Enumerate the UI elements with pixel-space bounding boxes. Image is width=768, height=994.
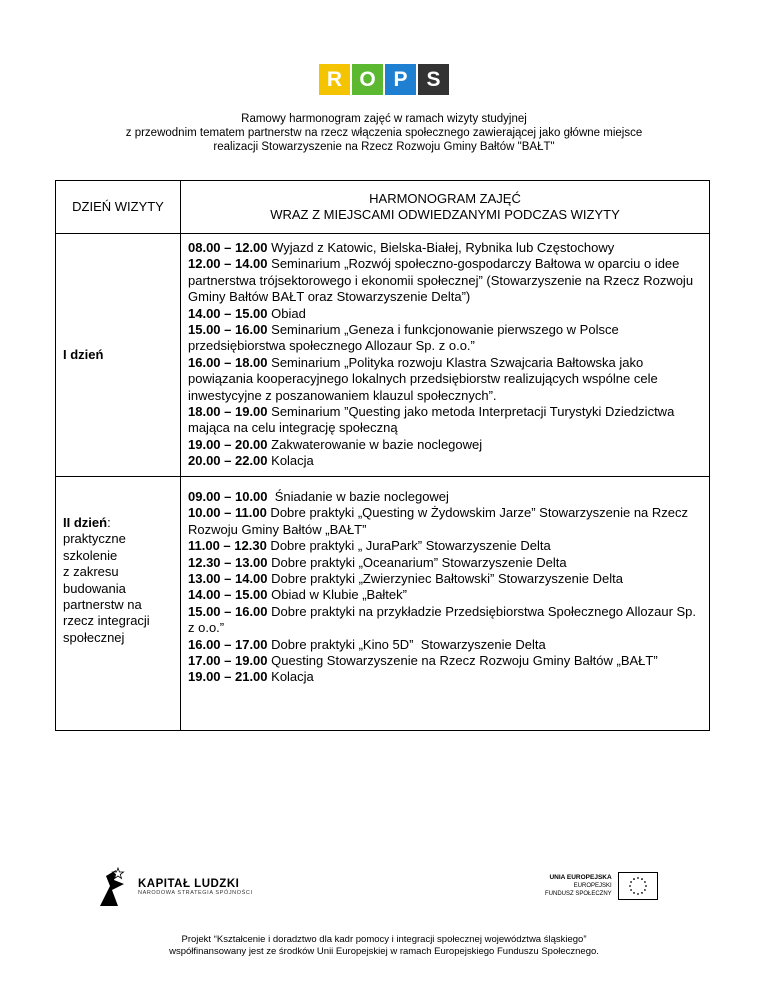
day1-item: [188, 437, 701, 453]
day1-item-time: 19.00 – 20.00: [188, 436, 268, 452]
day1-item-text: Seminarium ”Questing jako metoda Interpretacji Turystyki Dziedzictwa mająca na celu integrację społeczną: [188, 404, 678, 436]
day1-item-time: 20.00 – 22.00: [188, 453, 268, 469]
day2-item-text: Dobre praktyki „ JuraPark” Stowarzyszenie Delta: [266, 538, 551, 554]
day1-item: [188, 240, 701, 256]
kapital-ludzki-icon: [98, 866, 128, 908]
day2-item-text: Dobre praktyki „Questing w Żydowskim Jarze” Stowarzyszenie na Rzecz Rozwoju Gminy Bałtów „BAŁT”: [188, 505, 692, 537]
intro-line-3: realizacji Stowarzyszenie na Rzecz Rozwoju Gminy Bałtów "BAŁT": [213, 141, 555, 153]
eu-star: [633, 892, 635, 894]
day1-item-text: Kolacja: [267, 453, 314, 469]
ue-text: [545, 874, 612, 898]
eu-star: [629, 885, 631, 887]
day2-item: [188, 669, 701, 685]
day1-item-text: Wyjazd z Katowic, Bielska-Białej, Rybnika lub Częstochowy: [267, 240, 615, 255]
eu-star: [637, 893, 639, 895]
ue-line-2: EUROPEJSKI: [573, 883, 612, 889]
day1-item-time: 14.00 – 15.00: [188, 305, 268, 321]
day1-item-time: 08.00 – 12.00: [188, 240, 268, 255]
header-schedule-line-2: WRAZ Z MIEJSCAMI ODWIEDZANYMI PODCZAS WIZYTY: [270, 207, 620, 222]
day2-item-text: Kolacja: [267, 669, 314, 685]
day2-item-text: Dobre praktyki na przykładzie Przedsiębiorstwa Społecznego Allozaur Sp. z o.o.”: [188, 603, 700, 636]
footer-line-1: Projekt “Kształcenie i doradztwo dla kadr pomocy i integracji społecznej województwa śląskiego”: [181, 934, 587, 945]
day2-description-line: budowania: [63, 580, 126, 596]
day1-item-text: Seminarium „Polityka rozwoju Klastra Szwajcaria Bałtowska jako powiązania kooperacyjnego lokalnych przedsiębiorstw realizujących wspólne cele inwestycyjne z poszanowaniem klauzul społecznych”.: [188, 354, 662, 403]
header-day: DZIEŃ WIZYTY: [56, 181, 181, 234]
ue-line-1: UNIA EUROPEJSKA: [549, 874, 612, 881]
day1-item: [188, 306, 701, 322]
intro-line-2: z przewodnim tematem partnerstw na rzecz włączenia społecznego zawierającej jako główne miejsce: [125, 127, 643, 139]
day2-item-time: 09.00 – 10.00: [188, 489, 268, 504]
day1-item: [188, 256, 701, 305]
footer: [60, 934, 708, 958]
day2-item-time: 12.30 – 13.00: [188, 554, 268, 570]
day2-row: [56, 477, 710, 731]
day2-description-line: szkolenie: [63, 547, 118, 563]
eu-flag-icon: [618, 872, 658, 900]
kapital-ludzki-subtitle: NARODOWA STRATEGIA SPÓJNOŚCI: [138, 890, 253, 896]
day2-item-text: Dobre praktyki „Zwierzyniec Bałtowski” Stowarzyszenie Delta: [267, 571, 623, 587]
day1-item-text: Seminarium „Rozwój społeczno-gospodarczy Bałtowa w oparciu o idee partnerstwa trójsektorowego i ekonomii społecznej” (Stowarzyszenie na Rzecz Rozwoju Gminy Bałtów BAŁT oraz Stowarzyszenie Delta”): [188, 256, 697, 305]
day1-item: [188, 404, 701, 437]
day2-description-line: praktyczne: [63, 531, 126, 547]
eu-star: [644, 881, 646, 883]
day2-description-line: społecznej: [63, 629, 125, 645]
header-schedule: [181, 181, 710, 234]
ue-efs-logo: [545, 872, 658, 900]
kapital-ludzki-title: KAPITAŁ LUDZKI: [138, 878, 240, 890]
eu-star: [630, 881, 632, 883]
day2-title: II dzień: [63, 515, 108, 530]
day1-item: [188, 322, 701, 355]
day1-item-time: 12.00 – 14.00: [188, 256, 268, 272]
eu-star: [645, 885, 647, 887]
day1-item-time: 18.00 – 19.00: [188, 404, 268, 420]
day2-item: [188, 505, 701, 538]
logo-letter-s: S: [418, 64, 449, 95]
footer-line-2: współfinansowany jest ze środków Unii Europejskiej w ramach Europejskiego Funduszu Społecznego.: [169, 946, 599, 957]
day2-item-text: Śniadanie w bazie noclegowej: [267, 489, 449, 504]
day1-item-time: 16.00 – 18.00: [188, 354, 268, 370]
header-row: [56, 181, 710, 234]
rops-logo: [319, 64, 449, 95]
eu-star: [641, 892, 643, 894]
day2-item-time: 14.00 – 15.00: [188, 587, 268, 603]
day2-item: [188, 587, 701, 603]
day2-item-time: 11.00 – 12.30: [188, 538, 267, 554]
day2-item: [188, 571, 701, 587]
day1-item: [188, 355, 701, 404]
day2-item: [188, 538, 701, 554]
logo-letter-r: R: [319, 64, 350, 95]
day2-item: [188, 604, 701, 637]
eu-star: [641, 878, 643, 880]
day2-item: [188, 489, 701, 505]
day2-item-time: 15.00 – 16.00: [188, 603, 268, 619]
logo-letter-o: O: [352, 64, 383, 95]
day2-item-text: Dobre praktyki „Kino 5D” Stowarzyszenie Delta: [267, 636, 546, 652]
schedule-table: [55, 180, 710, 731]
eu-star: [637, 877, 639, 879]
day2-label: [56, 477, 181, 731]
day1-label: I dzień: [56, 234, 181, 477]
header-schedule-line-1: HARMONOGRAM ZAJĘĆ: [369, 190, 521, 206]
day1-row: [56, 234, 710, 477]
day1-item-text: Obiad: [267, 305, 306, 321]
logo-letter-p: P: [385, 64, 416, 95]
day1-item-time: 15.00 – 16.00: [188, 322, 268, 338]
kapital-ludzki-logo: [98, 866, 253, 908]
day1-item: [188, 453, 701, 469]
day1-item-text: Seminarium „Geneza i funkcjonowanie pierwszego w Polsce przedsiębiorstwa społecznego Allozaur Sp. z o.o.”: [188, 322, 623, 354]
day2-item: [188, 653, 701, 669]
intro-text: [60, 112, 708, 154]
eu-star: [630, 889, 632, 891]
ue-line-3: FUNDUSZ SPOŁECZNY: [545, 891, 612, 897]
day2-item-time: 10.00 – 11.00: [188, 505, 267, 521]
day2-item-text: Dobre praktyki „Oceanarium” Stowarzyszenie Delta: [267, 554, 567, 570]
day2-schedule: [181, 477, 710, 731]
day1-schedule: [181, 234, 710, 477]
day2-item-text: Questing Stowarzyszenie na Rzecz Rozwoju Gminy Bałtów „BAŁT”: [267, 653, 658, 669]
day2-description-line: partnerstw na: [63, 597, 142, 613]
day2-item: [188, 555, 701, 571]
day2-item-time: 17.00 – 19.00: [188, 653, 268, 669]
day2-description-line: rzecz integracji: [63, 613, 150, 629]
day2-item-text: Obiad w Klubie „Bałtek”: [267, 587, 407, 603]
day2-item-time: 13.00 – 14.00: [188, 571, 268, 587]
day2-item: [188, 637, 701, 653]
eu-star: [633, 878, 635, 880]
day2-description: [63, 531, 179, 646]
day1-item-text: Zakwaterowanie w bazie noclegowej: [267, 436, 483, 452]
day2-description-line: z zakresu: [63, 564, 119, 580]
eu-star: [644, 889, 646, 891]
intro-line-1: Ramowy harmonogram zajęć w ramach wizyty studyjnej: [241, 113, 527, 125]
day2-item-time: 19.00 – 21.00: [188, 669, 268, 685]
day2-item-time: 16.00 – 17.00: [188, 636, 268, 652]
day2-colon: :: [107, 515, 111, 530]
